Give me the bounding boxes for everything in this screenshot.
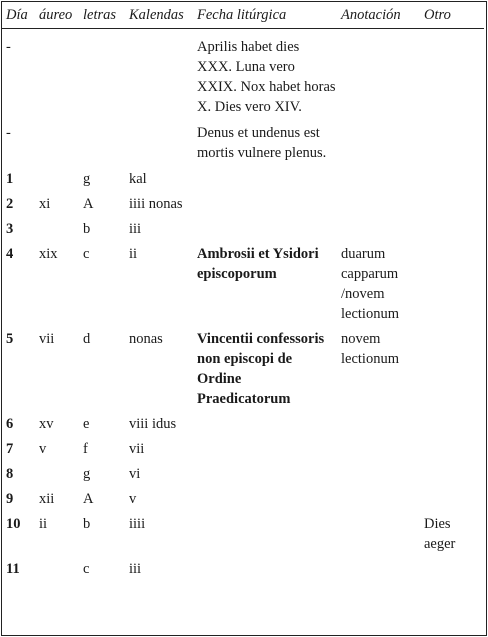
cell-kalendas: iii (129, 561, 142, 577)
header-row (2, 2, 484, 29)
cell-kalendas: iiii nonas (129, 196, 183, 212)
cell-aureo (35, 120, 79, 167)
cell-letras: A (83, 196, 94, 212)
header-anotacion: Anotación (337, 2, 420, 29)
cell-dia: - (6, 125, 11, 141)
cell-letras: b (83, 516, 91, 532)
cell-anotacion (337, 512, 420, 557)
cell-otro: Dies aeger (424, 516, 456, 552)
cell-dia: 7 (6, 441, 14, 457)
header-fecha: Fecha litúrgica (193, 2, 337, 29)
header-kalendas: Kalendas (125, 2, 193, 29)
cell-aureo: v (39, 441, 47, 457)
table-row (2, 120, 484, 167)
cell-fecha: Vincentii confessoris non episcopi de Ordine Praedicatorum (197, 331, 325, 407)
cell-fecha (193, 437, 337, 462)
cell-dia: 10 (6, 516, 21, 532)
header-otro: Otro (420, 2, 484, 29)
cell-dia: 2 (6, 196, 14, 212)
cell-aureo (35, 557, 79, 582)
cell-otro (420, 217, 484, 242)
cell-kalendas: vii (129, 441, 145, 457)
cell-otro (420, 120, 484, 167)
cell-aureo: xv (39, 416, 54, 432)
cell-kalendas: kal (129, 171, 147, 187)
cell-anotacion (337, 192, 420, 217)
cell-anotacion (337, 167, 420, 192)
cell-dia: - (6, 39, 11, 55)
cell-kalendas: iiii (129, 516, 146, 532)
cell-fecha (193, 192, 337, 217)
cell-letras: e (83, 416, 90, 432)
cell-otro (420, 487, 484, 512)
cell-aureo: ii (39, 516, 48, 532)
cell-anotacion: duarum capparum /novem lectionum (341, 246, 399, 322)
cell-dia: 6 (6, 416, 14, 432)
cell-aureo: xii (39, 491, 55, 507)
cell-aureo (35, 217, 79, 242)
cell-otro (420, 167, 484, 192)
cell-dia: 4 (6, 246, 14, 262)
cell-otro (420, 462, 484, 487)
cell-anotacion (337, 217, 420, 242)
cell-aureo: xix (39, 246, 58, 262)
cell-kalendas: viii idus (129, 416, 177, 432)
cell-letras: f (83, 441, 88, 457)
table-row (2, 462, 484, 487)
cell-letras: A (83, 491, 94, 507)
cell-otro (420, 242, 484, 327)
cell-fecha (193, 462, 337, 487)
cell-fecha (193, 217, 337, 242)
cell-letras (79, 120, 125, 167)
table-row (2, 327, 484, 412)
cell-fecha (193, 167, 337, 192)
cell-kalendas: vi (129, 466, 141, 482)
cell-letras: d (83, 331, 91, 347)
cell-kalendas: nonas (129, 331, 163, 347)
cell-dia: 5 (6, 331, 14, 347)
cell-dia: 1 (6, 171, 14, 187)
cell-letras (79, 29, 125, 121)
cell-otro (420, 557, 484, 582)
cell-anotacion (337, 557, 420, 582)
cell-anotacion (337, 437, 420, 462)
cell-fecha (193, 487, 337, 512)
cell-otro (420, 327, 484, 412)
header-letras: letras (79, 2, 125, 29)
cell-fecha (193, 512, 337, 557)
cell-otro (420, 412, 484, 437)
table-row (2, 487, 484, 512)
cell-fecha: Denus et undenus est mortis vulnere plenus. (197, 125, 327, 161)
cell-letras: g (83, 466, 91, 482)
header-aureo: áureo (35, 2, 79, 29)
cell-anotacion (337, 487, 420, 512)
cell-letras: g (83, 171, 91, 187)
cell-aureo (35, 29, 79, 121)
cell-dia: 11 (6, 561, 20, 577)
cell-anotacion: novem lectionum (341, 331, 399, 367)
cell-anotacion (337, 120, 420, 167)
table-row (2, 437, 484, 462)
cell-kalendas: iii (129, 221, 142, 237)
table-row (2, 557, 484, 582)
cell-anotacion (337, 462, 420, 487)
table-row (2, 29, 484, 121)
cell-kalendas (125, 29, 193, 121)
cell-letras: b (83, 221, 91, 237)
cell-dia: 8 (6, 466, 14, 482)
table-row (2, 217, 484, 242)
cell-kalendas (125, 120, 193, 167)
cell-fecha (193, 412, 337, 437)
cell-aureo (35, 462, 79, 487)
table-row (2, 192, 484, 217)
cell-fecha: Aprilis habet dies XXX. Luna vero XXIX. Nox habet horas X. Dies vero XIV. (197, 39, 336, 115)
cell-letras: c (83, 561, 90, 577)
cell-fecha (193, 557, 337, 582)
cell-dia: 3 (6, 221, 14, 237)
cell-aureo: xi (39, 196, 51, 212)
cell-anotacion (337, 412, 420, 437)
cell-letras: c (83, 246, 90, 262)
cell-otro (420, 29, 484, 121)
table-row (2, 167, 484, 192)
table-row (2, 512, 484, 557)
table-row (2, 412, 484, 437)
header-dia: Día (2, 2, 35, 29)
cell-kalendas: ii (129, 246, 138, 262)
cell-kalendas: v (129, 491, 137, 507)
calendar-table (2, 2, 484, 582)
cell-fecha: Ambrosii et Ysidori episcoporum (197, 246, 319, 282)
cell-dia: 9 (6, 491, 14, 507)
table-row (2, 242, 484, 327)
cell-otro (420, 192, 484, 217)
cell-otro (420, 437, 484, 462)
cell-aureo: vii (39, 331, 55, 347)
cell-anotacion (337, 29, 420, 121)
cell-aureo (35, 167, 79, 192)
